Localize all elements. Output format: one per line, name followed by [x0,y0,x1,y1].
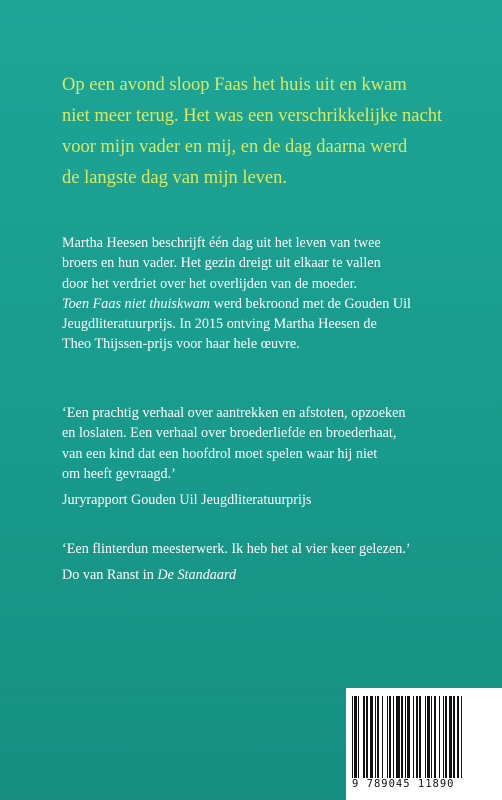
award-line [62,294,482,314]
intro-line: de langste dag van mijn leven. [62,168,288,188]
description-line: Martha Heesen beschrijft één dag uit het leven van twee [62,235,381,251]
description [62,233,482,355]
quote-source-author: Do van Ranst in [62,567,158,584]
isbn-number: 9 789045 11890 [352,778,455,790]
description-line: door het verdriet over het overlijden van de moeder. [62,275,358,292]
description-line: Theo Thijssen-prijs voor haar hele œuvre. [62,336,300,353]
intro-line: voor mijn vader en mij, en de dag daarna werd [62,137,408,157]
quote-source: Juryrapport Gouden Uil Jeugdliteratuurprijs [62,492,312,509]
quote-line: ‘Een prachtig verhaal over aantrekken en afstoten, opzoeken [62,405,406,421]
quote-source [62,565,482,585]
isbn-barcode [346,688,502,800]
intro-line: Op een avond sloop Faas het huis uit en kwam [62,75,407,95]
review-quote-2 [62,539,482,586]
quote-line: ‘Een flinterdun meesterwerk. Ik heb het al vier keer gelezen.’ [62,541,411,557]
quote-source-publication: De Standaard [157,567,237,584]
quote-line: en loslaten. Een verhaal over broederliefde en broederhaat, [62,425,397,442]
description-line: broers en hun vader. Het gezin dreigt uit elkaar te vallen [62,255,381,272]
award-text: werd bekroond met de Gouden Uil [210,295,412,312]
intro-line: niet meer terug. Het was een verschrikkelijke nacht [62,106,443,126]
barcode-gap [462,696,466,778]
review-quote-1 [62,403,482,510]
book-title: Toen Faas niet thuiskwam [62,295,211,312]
quote-line: van een kind dat een hoofdrol moet spelen waar hij niet [62,445,378,462]
barcode-bars [352,696,498,778]
intro-blurb [62,70,482,194]
description-line: Jeugdliteratuurprijs. In 2015 ontving Martha Heesen de [62,316,377,333]
quote-line: om heeft gevraagd.’ [62,465,176,482]
